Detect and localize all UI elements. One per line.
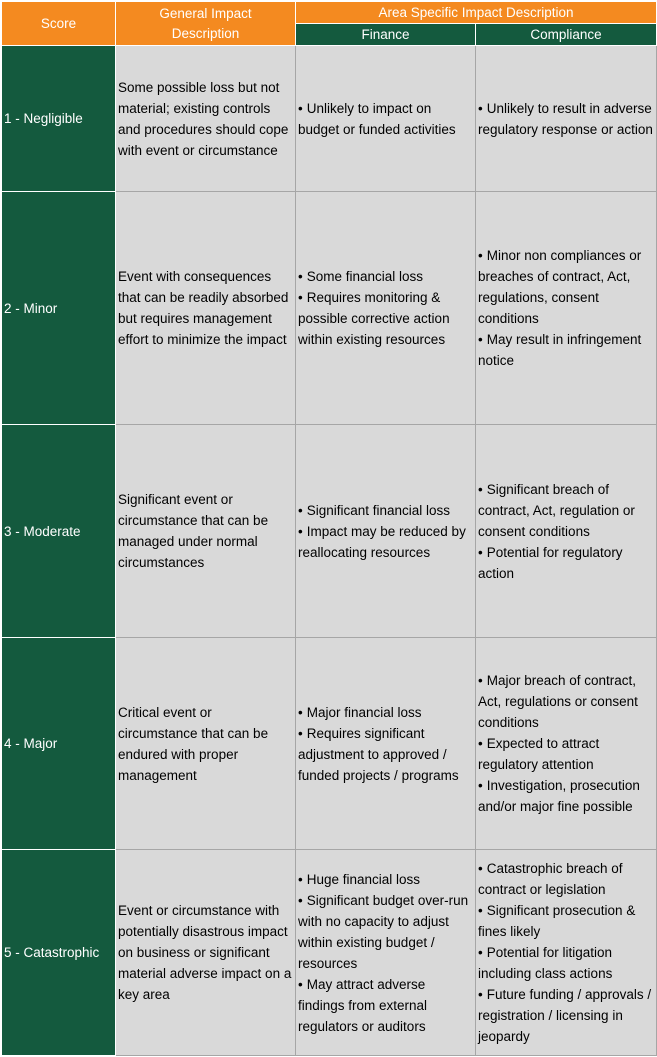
bullet-item — [478, 775, 654, 817]
score-cell: 3 - Moderate — [2, 425, 116, 638]
bullet-text: Unlikely to result in adverse regulatory response or action — [478, 100, 653, 137]
bullet-icon: • — [478, 248, 483, 263]
bullet-text: Significant prosecution & fines likely — [478, 903, 636, 939]
bullet-text: May attract adverse findings from external regulators or auditors — [298, 976, 428, 1034]
compliance-cell — [476, 192, 657, 425]
bullet-icon: • — [478, 481, 483, 497]
bullet-item — [298, 266, 473, 287]
bullet-text: Major breach of contract, Act, regulations or consent conditions — [478, 673, 638, 730]
bullet-icon: • — [298, 502, 303, 518]
bullet-text: Minor non compliances or breaches of contract, Act, regulations, consent conditions — [478, 248, 642, 326]
bullet-icon: • — [298, 100, 303, 116]
table-row — [2, 46, 657, 192]
bullet-item — [298, 702, 473, 723]
bullet-icon: • — [478, 673, 483, 688]
bullet-icon: • — [478, 736, 483, 751]
bullet-item — [478, 479, 654, 542]
finance-cell — [296, 850, 476, 1056]
bullet-icon: • — [478, 945, 483, 960]
bullet-item — [478, 900, 654, 942]
finance-cell — [296, 192, 476, 425]
bullet-icon: • — [478, 778, 483, 793]
bullet-text: Huge financial loss — [306, 871, 421, 887]
bullet-icon: • — [478, 987, 483, 1002]
bullet-text: Some financial loss — [306, 269, 424, 284]
general-impact-header-line1: General Impact — [159, 5, 252, 21]
score-cell: 5 - Catastrophic — [2, 850, 116, 1056]
bullet-item — [298, 890, 473, 974]
score-cell: 2 - Minor — [2, 192, 116, 425]
bullet-text: Requires monitoring & possible corrective action within existing resources — [298, 290, 450, 347]
bullet-item — [478, 245, 654, 329]
bullet-icon: • — [478, 903, 483, 918]
bullet-text: Significant breach of contract, Act, regulation or consent conditions — [478, 481, 635, 539]
table-row — [2, 192, 657, 425]
bullet-text: Requires significant adjustment to approved / funded projects / programs — [298, 725, 459, 783]
bullet-icon: • — [478, 544, 483, 560]
header-row-top — [2, 2, 657, 24]
bullet-text: May result in infringement notice — [478, 332, 642, 368]
finance-cell — [296, 46, 476, 192]
bullet-text: Unlikely to impact on budget or funded activities — [298, 100, 456, 137]
area-specific-header: Area Specific Impact Description — [296, 2, 657, 24]
bullet-text: Potential for regulatory action — [478, 544, 623, 581]
bullet-item — [478, 329, 654, 371]
score-cell: 4 - Major — [2, 638, 116, 850]
bullet-item — [478, 733, 654, 775]
bullet-text: Catastrophic breach of contract or legislation — [478, 861, 623, 897]
finance-header: Finance — [296, 24, 476, 46]
bullet-text: Expected to attract regulatory attention — [478, 736, 600, 772]
bullet-item — [298, 521, 473, 563]
general-impact-cell: Critical event or circumstance that can be endured with proper management — [116, 638, 296, 850]
bullet-item — [478, 858, 654, 900]
bullet-item — [298, 500, 473, 521]
bullet-item — [478, 98, 654, 140]
bullet-icon: • — [298, 892, 303, 908]
bullet-item — [298, 287, 473, 350]
bullet-item — [478, 542, 654, 584]
compliance-cell — [476, 850, 657, 1056]
general-impact-cell: Significant event or circumstance that can be managed under normal circumstances — [116, 425, 296, 638]
bullet-item — [478, 942, 654, 984]
score-cell: 1 - Negligible — [2, 46, 116, 192]
compliance-cell — [476, 425, 657, 638]
bullet-item — [478, 670, 654, 733]
table-row — [2, 638, 657, 850]
bullet-text: Significant financial loss — [306, 502, 451, 518]
table-row — [2, 850, 657, 1056]
bullet-icon: • — [298, 976, 303, 992]
bullet-text: Major financial loss — [306, 704, 422, 720]
bullet-text: Investigation, prosecution and/or major fine possible — [478, 778, 640, 814]
general-impact-cell: Event with consequences that can be readily absorbed but requires management effort to minimize the impact — [116, 192, 296, 425]
bullet-icon: • — [478, 100, 483, 116]
bullet-item — [298, 974, 473, 1037]
compliance-cell — [476, 46, 657, 192]
bullet-text: Significant budget over-run with no capacity to adjust within existing budget / resources — [298, 892, 469, 971]
bullet-text: Impact may be reduced by reallocating resources — [298, 523, 466, 560]
bullet-item — [298, 723, 473, 786]
bullet-item — [298, 869, 473, 890]
table-body — [2, 46, 657, 1056]
general-impact-cell: Some possible loss but not material; existing controls and procedures should cope with event or circumstance — [116, 46, 296, 192]
bullet-item — [298, 98, 473, 140]
bullet-text: Potential for litigation including class actions — [478, 945, 613, 981]
general-impact-header-line2: Description — [171, 25, 240, 41]
bullet-icon: • — [478, 861, 483, 876]
bullet-item — [478, 984, 654, 1047]
finance-cell — [296, 425, 476, 638]
general-impact-cell: Event or circumstance with potentially disastrous impact on business or significant material adverse impact on a key area — [116, 850, 296, 1056]
compliance-cell — [476, 638, 657, 850]
compliance-header: Compliance — [476, 24, 657, 46]
bullet-icon: • — [298, 290, 303, 305]
score-header: Score — [2, 2, 116, 46]
bullet-icon: • — [478, 332, 483, 347]
bullet-text: Future funding / approvals / registration / licensing in jeopardy — [478, 987, 652, 1044]
table-row — [2, 425, 657, 638]
general-impact-header — [116, 2, 296, 46]
bullet-icon: • — [298, 725, 303, 741]
finance-cell — [296, 638, 476, 850]
bullet-icon: • — [298, 523, 303, 539]
bullet-icon: • — [298, 704, 303, 720]
bullet-icon: • — [298, 871, 303, 887]
bullet-icon: • — [298, 269, 303, 284]
risk-impact-table — [1, 1, 657, 1056]
